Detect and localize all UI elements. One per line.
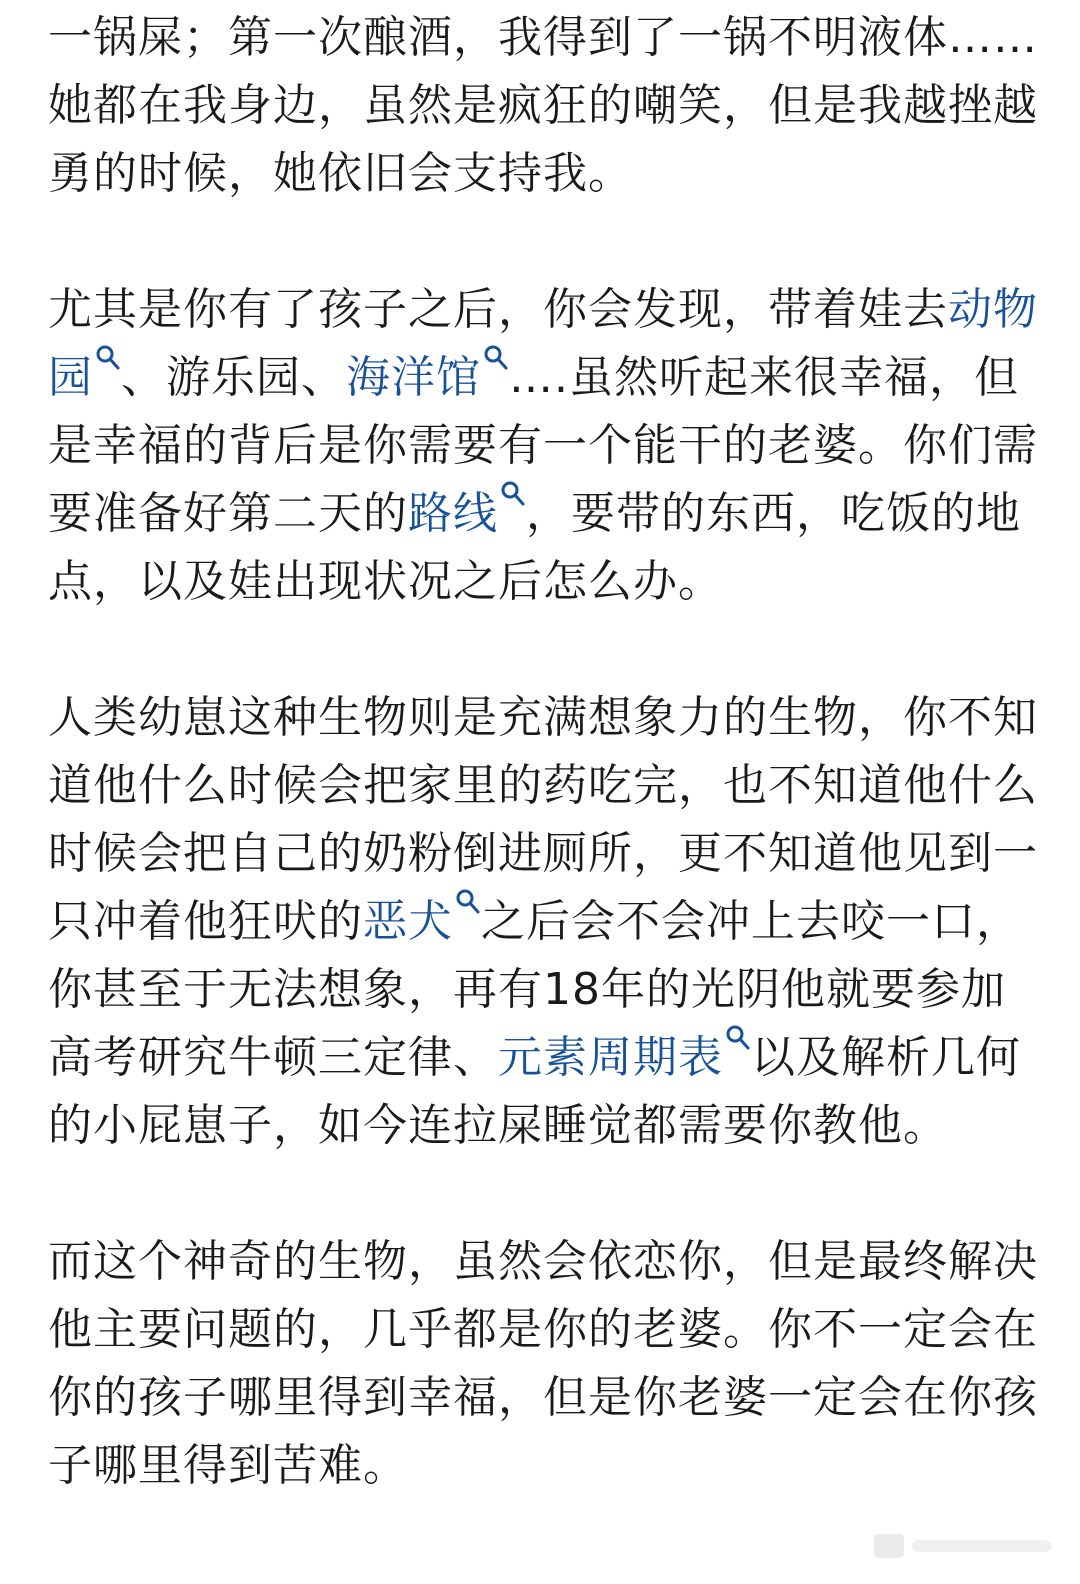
search-icon xyxy=(483,344,509,372)
keyword-link-periodic-table[interactable] xyxy=(498,1032,751,1083)
search-icon xyxy=(500,480,526,508)
paragraph-text: ，要带的东西，吃饭的地点，以及娃出现状况之后怎么办。 xyxy=(48,488,1021,607)
paragraph-text: 尤其是你有了孩子之后，你会发现，带着娃去 xyxy=(48,284,948,335)
watermark-logo xyxy=(872,1524,1062,1568)
paragraph-text: 而这个神奇的生物，虽然会依恋你，但是最终解决他主要问题的，几乎都是你的老婆。你不一定会在你的孩子哪里得到幸福，但是你老婆一定会在你孩子哪里得到苦难。 xyxy=(48,1236,1038,1491)
paragraph-text: 以及解析几何的小屁崽子，如今连拉屎睡觉都需要你教他。 xyxy=(48,1032,1021,1151)
search-icon xyxy=(455,888,481,916)
keyword-link-fierce-dog[interactable] xyxy=(363,896,481,947)
paragraph-text: ….虽然听起来很幸福，但是幸福的背后是你需要有一个能干的老婆。你们需要准备好第二天的 xyxy=(48,352,1038,539)
keyword-link-label: 海洋馆 xyxy=(346,352,481,403)
paragraph-text: 之后会不会冲上去咬一口，你甚至于无法想象，再有18年的光阴他就要参加高考研究牛顿三定律、 xyxy=(48,896,1021,1083)
search-icon xyxy=(95,344,121,372)
search-icon xyxy=(725,1024,751,1052)
paragraph-text: 一锅屎；第一次酿酒，我得到了一锅不明液体……她都在我身边，虽然是疯狂的嘲笑，但是我越挫越勇的时候，她依旧会支持我。 xyxy=(48,12,1038,199)
paragraph-1 xyxy=(48,4,1038,208)
keyword-link-aquarium[interactable] xyxy=(346,352,509,403)
keyword-link-route[interactable] xyxy=(408,488,526,539)
paragraph-3 xyxy=(48,684,1038,1160)
article-body xyxy=(48,4,1038,1500)
keyword-link-label: 恶犬 xyxy=(363,896,453,947)
paragraph-gap xyxy=(48,208,1038,276)
paragraph-gap xyxy=(48,616,1038,684)
paragraph-2 xyxy=(48,276,1038,616)
keyword-link-label: 路线 xyxy=(408,488,498,539)
keyword-link-label: 动物园 xyxy=(48,284,1038,403)
keyword-link-label: 元素周期表 xyxy=(498,1032,723,1083)
paragraph-4 xyxy=(48,1228,1038,1500)
paragraph-text: 人类幼崽这种生物则是充满想象力的生物，你不知道他什么时候会把家里的药吃完，也不知道他什么时候会把自己的奶粉倒进厕所，更不知道他见到一只冲着他狂吠的 xyxy=(48,692,1038,947)
paragraph-gap xyxy=(48,1160,1038,1228)
paragraph-text: 、游乐园、 xyxy=(121,352,346,403)
